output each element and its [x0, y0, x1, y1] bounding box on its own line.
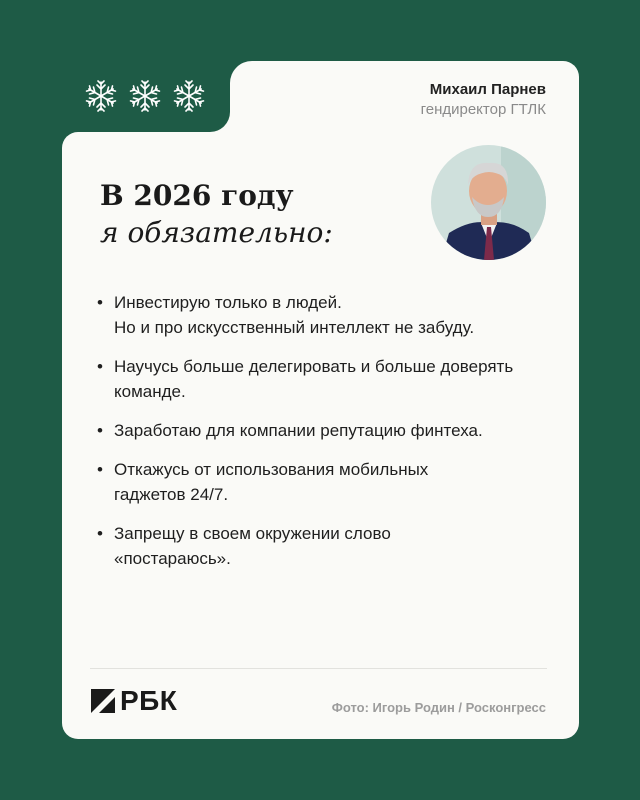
list-item-line: Инвестирую только в людей. [114, 293, 342, 312]
list-item-line: Заработаю для компании репутацию финтеха. [114, 421, 483, 440]
list-item [97, 457, 557, 507]
photo-credit: Фото: Игорь Родин / Росконгресс [331, 700, 546, 715]
list-item-line: гаджетов 24/7. [114, 485, 229, 504]
rbc-logo [90, 687, 177, 715]
person-photo [431, 145, 546, 260]
rbc-logo-text: РБК [120, 685, 178, 716]
card-tab-corner [210, 112, 230, 132]
headline [100, 178, 333, 252]
list-item-line: Откажусь от использования мобильных [114, 460, 429, 479]
snowflake-icon [173, 80, 205, 112]
goals-list [97, 290, 557, 585]
footer-divider [90, 668, 547, 669]
list-item-line: «постараюсь». [114, 549, 231, 568]
rbc-logo-mark [90, 688, 116, 714]
snowflake-icon [85, 80, 117, 112]
headline-line-2: я обязательно: [100, 216, 333, 249]
list-item [97, 290, 557, 340]
list-item [97, 354, 557, 404]
snowflake-icon [129, 80, 161, 112]
list-item-line: Запрещу в своем окружении слово [114, 524, 391, 543]
person-info [421, 80, 546, 120]
list-item [97, 418, 557, 443]
person-name: Михаил Парнев [429, 81, 546, 98]
person-role: гендиректор ГТЛК [420, 101, 546, 118]
snowflakes [85, 80, 205, 112]
headline-line-1: В 2026 году [100, 179, 294, 212]
list-item [97, 521, 557, 571]
list-item-line: Научусь больше делегировать и больше доверять [114, 357, 514, 376]
list-item-line: команде. [114, 382, 186, 401]
list-item-line: Но и про искусственный интеллект не забуду. [114, 318, 475, 337]
